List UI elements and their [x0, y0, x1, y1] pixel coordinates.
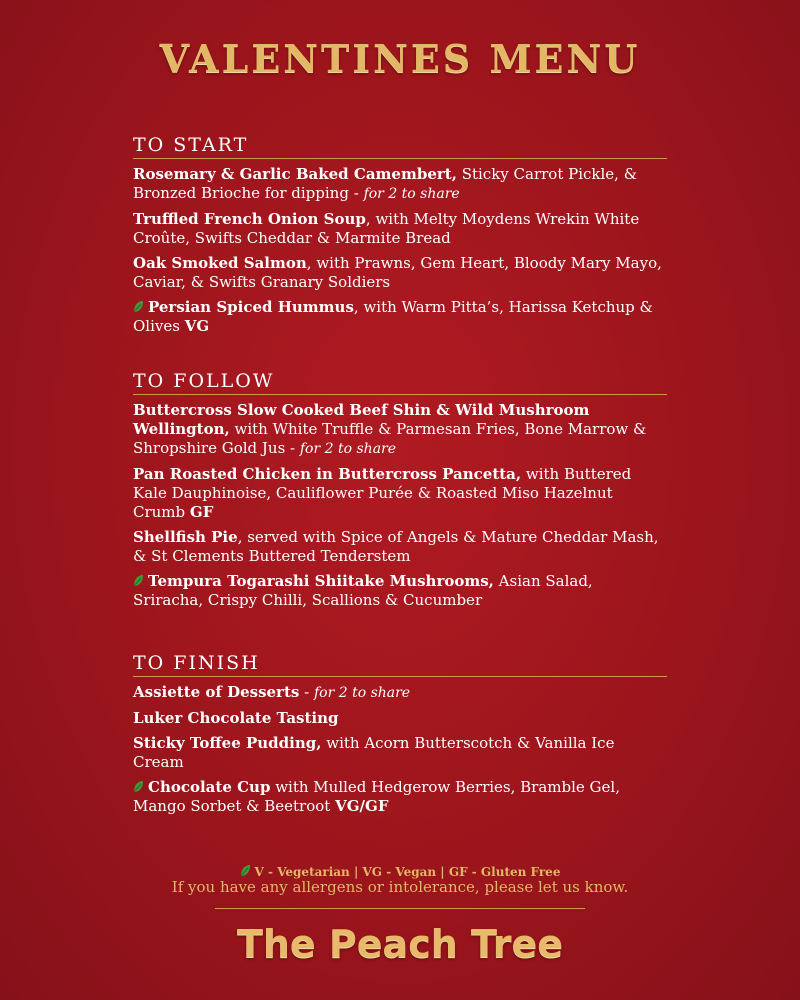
menu-item [133, 778, 667, 816]
diet-tag: VG [184, 317, 210, 335]
dish-name: Luker Chocolate Tasting [133, 709, 339, 727]
menu-item [133, 210, 667, 248]
dish-name: Tempura Togarashi Shiitake Mushrooms, [148, 572, 494, 590]
dish-description: - [299, 683, 314, 701]
dish-description: with White Truffle & Parmesan Fries, Bone Marrow & Shropshire Gold Jus - [133, 420, 647, 457]
section-to-start [133, 134, 667, 342]
dish-description: Asian Salad, Sriracha, Crispy Chilli, Scallions & Cucumber [133, 572, 593, 609]
dish-description: Sticky Carrot Pickle, & Bronzed Brioche for dipping - [133, 165, 638, 202]
dish-description: with Buttered Kale Dauphinoise, Cauliflower Purée & Roasted Miso Hazelnut Crumb [133, 465, 632, 521]
dish-description: , with Prawns, Gem Heart, Bloody Mary Mayo, Caviar, & Swifts Granary Soldiers [133, 254, 662, 291]
dish-description: , with Melty Moydens Wrekin White Croûte, Swifts Cheddar & Marmite Bread [133, 210, 640, 247]
leaf-icon [133, 574, 144, 587]
leaf-icon [133, 300, 144, 313]
dish-name: Chocolate Cup [148, 778, 271, 796]
dish-name: Oak Smoked Salmon [133, 254, 307, 272]
diet-tag: VG/GF [335, 797, 389, 815]
section-to-follow [133, 370, 667, 616]
diet-tag: GF [189, 503, 214, 521]
dish-description: , served with Spice of Angels & Mature Cheddar Mash, & St Clements Buttered Tenderstem [133, 528, 659, 565]
menu-item [133, 572, 667, 610]
divider [215, 908, 585, 909]
menu-item [133, 734, 667, 772]
dish-name: Rosemary & Garlic Baked Camembert, [133, 165, 457, 183]
menu-item [133, 528, 667, 566]
menu-item [133, 401, 667, 459]
dish-name: Truffled French Onion Soup [133, 210, 366, 228]
menu-item [133, 298, 667, 336]
dish-name: Assiette of Desserts [133, 683, 300, 701]
dish-description: , with Warm Pitta’s, Harissa Ketchup & Olives [133, 298, 653, 335]
dish-note: for 2 to share [363, 186, 460, 202]
dish-name: Sticky Toffee Pudding, [133, 734, 322, 752]
brand-logo: The Peach Tree [236, 922, 564, 966]
menu-item [133, 165, 667, 204]
dish-note: for 2 to share [299, 441, 397, 457]
dietary-key-text: V - Vegetarian | VG - Vegan | GF - Gluten Free [254, 865, 561, 879]
section-heading: TO FOLLOW [133, 370, 667, 395]
dish-description: with Mulled Hedgerow Berries, Bramble Gel, Mango Sorbet & Beetroot [133, 778, 620, 815]
allergen-note: If you have any allergens or intolerance, please let us know. [171, 878, 629, 896]
dish-name: Shellfish Pie [133, 528, 238, 546]
menu-item [133, 254, 667, 292]
section-heading: TO START [133, 134, 667, 159]
dish-description: with Acorn Butterscotch & Vanilla Ice Cream [133, 734, 615, 771]
dish-name: Buttercross Slow Cooked Beef Shin & Wild Mushroom Wellington, [133, 401, 590, 438]
leaf-icon [133, 780, 144, 793]
menu-item [133, 465, 667, 522]
dish-note: for 2 to share [313, 685, 411, 701]
menu-item [133, 683, 667, 703]
leaf-icon [240, 864, 251, 877]
section-heading: TO FINISH [133, 652, 667, 677]
menu-title: VALENTINES MENU [159, 36, 641, 81]
menu-item [133, 709, 667, 728]
dietary-key [0, 864, 800, 879]
section-to-finish [133, 652, 667, 822]
dish-name: Pan Roasted Chicken in Buttercross Pancetta, [133, 465, 522, 483]
dish-name: Persian Spiced Hummus [148, 298, 354, 316]
